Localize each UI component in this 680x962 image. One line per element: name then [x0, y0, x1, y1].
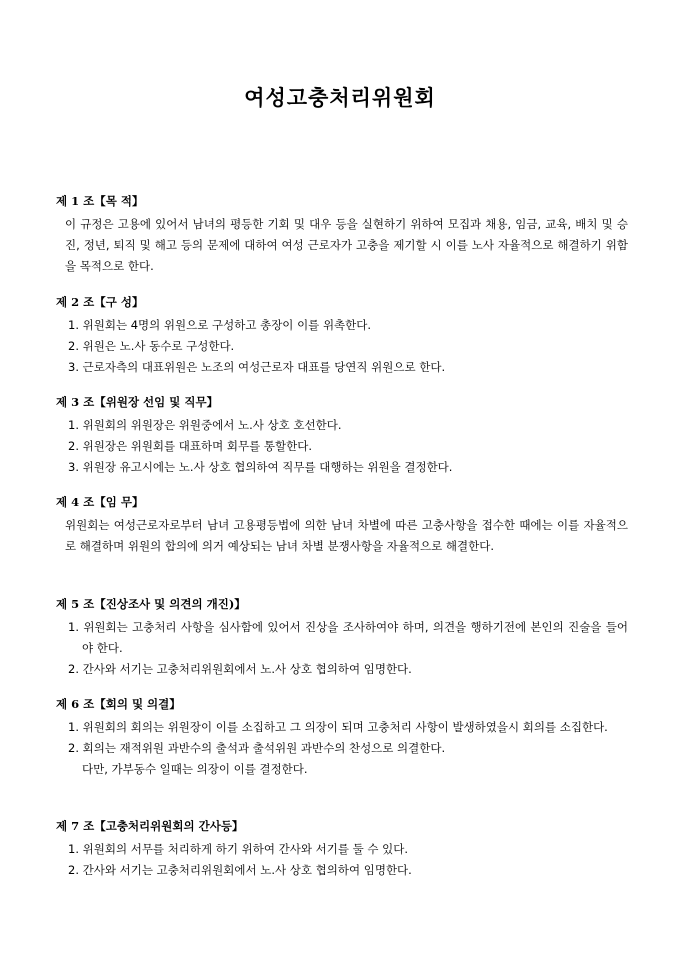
list-item: 2. 간사와 서기는 고충처리위원회에서 노.사 상호 협의하여 임명한다.: [68, 863, 412, 877]
article-heading: 제 2 조【구 성】: [56, 295, 144, 309]
list-item: 3. 위원장 유고시에는 노.사 상호 협의하여 직무를 대행하는 위원을 결정한다.: [68, 460, 453, 474]
clause-list: [56, 717, 628, 780]
article-heading: 제 7 조【고충처리위원회의 간사등】: [56, 819, 244, 833]
list-item: 2. 위원은 노.사 동수로 구성한다.: [68, 339, 235, 353]
article-7: [56, 818, 628, 881]
article-heading: 제 6 조【회의 및 의결】: [56, 697, 181, 711]
list-item: 1. 위원회의 회의는 위원장이 이를 소집하고 그 의장이 되며 고충처리 사항이 발생하였을시 회의를 소집한다.: [68, 720, 608, 734]
article-4: [56, 494, 628, 557]
clause-list: [56, 839, 628, 881]
list-item: 3. 근로자측의 대표위원은 노조의 여성근로자 대표를 당연직 위원으로 한다.: [68, 360, 446, 374]
article-5: [56, 596, 628, 680]
clause-list: [56, 617, 628, 680]
list-item-text: 2. 회의는 재적위원 과반수의 출석과 출석위원 과반수의 찬성으로 의결한다.: [68, 741, 446, 755]
article-heading: 제 5 조【진상조사 및 의견의 개진)】: [56, 597, 246, 611]
list-item-note: 다만, 가부동수 일때는 의장이 이를 결정한다.: [82, 762, 308, 776]
article-heading: 제 4 조【임 무】: [56, 495, 144, 509]
article-3: [56, 394, 628, 478]
article-heading: 제 1 조【목 적】: [56, 194, 144, 208]
list-item: 1. 위원회의 위원장은 위원중에서 노.사 상호 호선한다.: [68, 418, 342, 432]
list-item: [56, 738, 628, 780]
clause-list: [56, 315, 628, 378]
document-title: 여성고충처리위원회: [244, 85, 436, 110]
article-1: [56, 193, 628, 277]
article-2: [56, 294, 628, 378]
list-item: 2. 간사와 서기는 고충처리위원회에서 노.사 상호 협의하여 임명한다.: [68, 662, 412, 676]
article-text: 위원회는 여성근로자로부터 남녀 고용평등법에 의한 남녀 차별에 따른 고충사항을 접수한 때에는 이를 자율적으로 해결하며 위원의 합의에 의거 예상되는 남녀 차별 분쟁사항을 자율적으로 해결한다.: [65, 518, 628, 553]
article-6: [56, 696, 628, 780]
list-item: 1. 위원회는 4명의 위원으로 구성하고 총장이 이를 위촉한다.: [68, 318, 372, 332]
list-item: 2. 위원장은 위원회를 대표하며 회무를 통할한다.: [68, 439, 312, 453]
article-heading: 제 3 조【위원장 선임 및 직무】: [56, 395, 219, 409]
list-item: 1. 위원회는 고충처리 사항을 심사함에 있어서 진상을 조사하여야 하며, 의견을 행하기전에 본인의 진술을 들어야 한다.: [68, 620, 628, 655]
article-text: 이 규정은 고용에 있어서 남녀의 평등한 기회 및 대우 등을 실현하기 위하여 모집과 채용, 임금, 교육, 배치 및 승진, 정년, 퇴직 및 해고 등의 문제에 대하여 여성 근로자가 고충을 제기할 시 이를 노사 자율적으로 해결하기 위함을 목적으로 한다.: [65, 217, 628, 273]
list-item: 1. 위원회의 서무를 처리하게 하기 위하여 간사와 서기를 둘 수 있다.: [68, 842, 409, 856]
clause-list: [56, 415, 628, 478]
